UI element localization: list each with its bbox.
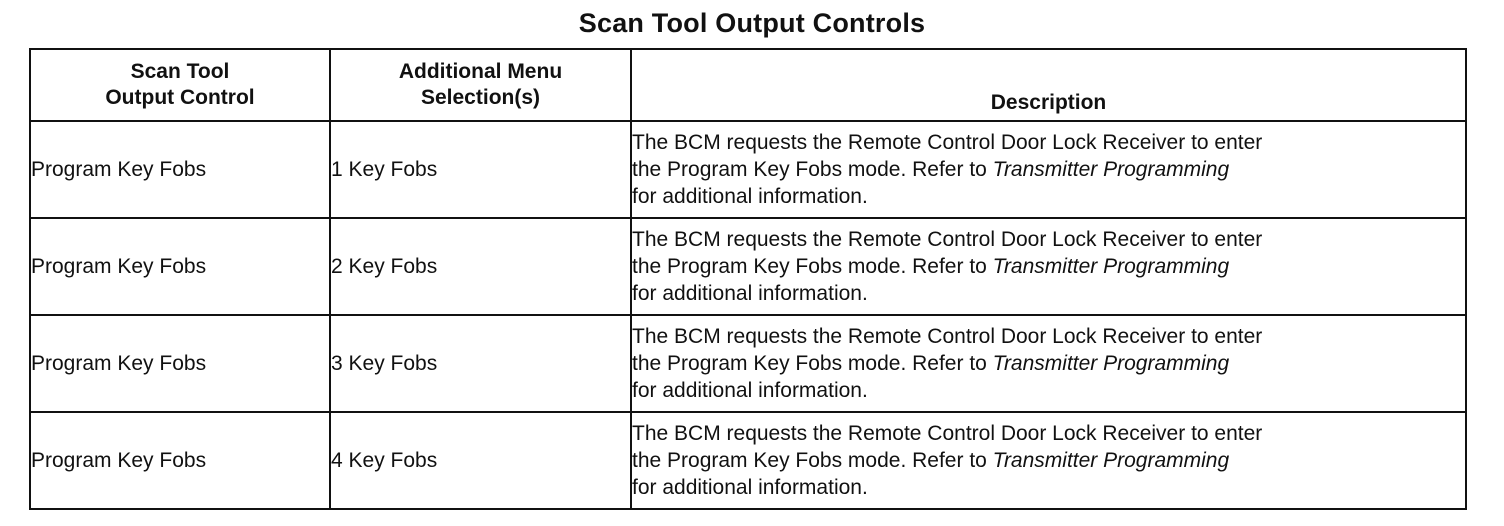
header-menu-selection-line1: Additional Menu <box>398 60 563 83</box>
header-menu-selection <box>330 49 631 121</box>
description-line2-text: the Program Key Fobs mode. Refer to <box>632 449 993 472</box>
menu-selection-cell: 2 Key Fobs <box>330 218 631 315</box>
output-control-cell: Program Key Fobs <box>30 218 330 315</box>
table-row <box>30 315 1466 412</box>
output-control-cell: Program Key Fobs <box>30 121 330 218</box>
description-cell <box>631 121 1466 218</box>
description-reference: Transmitter Programming <box>992 255 1230 278</box>
output-controls-table <box>29 48 1467 510</box>
description-line2 <box>632 350 1465 377</box>
description-line1: The BCM requests the Remote Control Door Lock Receiver to enter <box>632 325 1263 348</box>
header-description: Description <box>631 49 1466 121</box>
description-line3: for additional information. <box>632 282 868 305</box>
table-row <box>30 412 1466 509</box>
menu-selection-cell: 1 Key Fobs <box>330 121 631 218</box>
description-line2 <box>632 156 1465 183</box>
description-line1: The BCM requests the Remote Control Door Lock Receiver to enter <box>632 422 1263 445</box>
table-row <box>30 121 1466 218</box>
description-line2-text: the Program Key Fobs mode. Refer to <box>632 352 993 375</box>
header-menu-selection-line2: Selection(s) <box>420 86 541 109</box>
description-line2 <box>632 447 1465 474</box>
menu-selection-cell: 4 Key Fobs <box>330 412 631 509</box>
menu-selection-cell: 3 Key Fobs <box>330 315 631 412</box>
table-header-row <box>30 49 1466 121</box>
description-line1: The BCM requests the Remote Control Door Lock Receiver to enter <box>632 228 1263 251</box>
table-row <box>30 218 1466 315</box>
description-line1: The BCM requests the Remote Control Door Lock Receiver to enter <box>632 131 1263 154</box>
description-cell <box>631 315 1466 412</box>
description-line2-text: the Program Key Fobs mode. Refer to <box>632 255 993 278</box>
output-control-cell: Program Key Fobs <box>30 315 330 412</box>
header-output-control-line2: Output Control <box>105 86 255 109</box>
description-line3: for additional information. <box>632 379 868 402</box>
header-output-control <box>30 49 330 121</box>
header-output-control-line1: Scan Tool <box>130 60 230 83</box>
description-line3: for additional information. <box>632 185 868 208</box>
description-line3: for additional information. <box>632 476 868 499</box>
description-reference: Transmitter Programming <box>992 158 1230 181</box>
output-control-cell: Program Key Fobs <box>30 412 330 509</box>
description-reference: Transmitter Programming <box>992 449 1230 472</box>
description-line2 <box>632 253 1465 280</box>
page-title: Scan Tool Output Controls <box>578 8 926 38</box>
description-cell <box>631 412 1466 509</box>
description-cell <box>631 218 1466 315</box>
description-reference: Transmitter Programming <box>992 352 1230 375</box>
description-line2-text: the Program Key Fobs mode. Refer to <box>632 158 993 181</box>
